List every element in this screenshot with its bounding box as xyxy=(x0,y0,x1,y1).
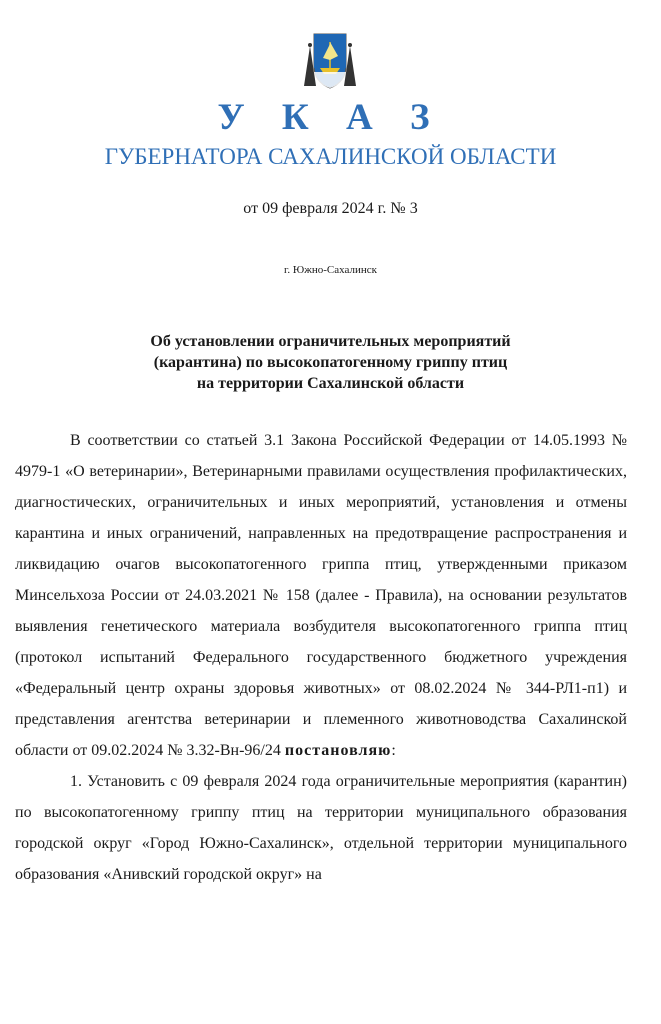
preamble-colon: : xyxy=(391,742,396,759)
heading-line-3: на территории Сахалинской области xyxy=(196,375,465,392)
document-date: от 09 февраля 2024 г. № 3 xyxy=(243,200,418,217)
document-body xyxy=(15,425,627,890)
paragraph-item-1: 1. Установить с 09 февраля 2024 года ограничительные мероприятия (карантин) по высокопатогенному гриппу птиц на территории муниципального образования городской округ «Город Южно-Сахалинск», отдельной территории муниципального образования «Анивский городской округ» на xyxy=(15,773,627,883)
paragraph-preamble xyxy=(15,425,627,766)
document-heading xyxy=(60,331,601,394)
document-subtitle: ГУБЕРНАТОРА САХАЛИНСКОЙ ОБЛАСТИ xyxy=(104,144,557,169)
document-city: г. Южно-Сахалинск xyxy=(284,264,377,276)
preamble-text: В соответствии со статьей 3.1 Закона Российской Федерации от 14.05.1993 № 4979-1 «О ветеринарии», Ветеринарными правилами осуществления профилактических, диагностических, ограничительных и иных мероприятий, установления и отмены карантина и иных ограничений, направленных на предотвращение распространения и ликвидацию очагов высокопатогенного гриппа птиц, утвержденными приказом Минсельхоза России от 24.03.2021 № 158 (далее - Правила), на основании результатов выявления генетического материала возбудителя высокопатогенного гриппа птиц (протокол испытаний Федерального государственного бюджетного учреждения «Федеральный центр охраны здоровья животных» от 08.02.2024 № 344-РЛ1-п1) и представления агентства ветеринарии и племенного животноводства Сахалинской области от 09.02.2024 № 3.32-Вн-96/24 xyxy=(15,432,627,759)
resolve-word: постановляю xyxy=(284,742,392,759)
heading-line-2: (карантина) по высокопатогенному гриппу птиц xyxy=(153,354,508,371)
coat-of-arms-icon xyxy=(300,26,360,92)
document-title: У К А З xyxy=(217,97,444,138)
heading-line-1: Об установлении ограничительных мероприятий xyxy=(150,333,511,350)
